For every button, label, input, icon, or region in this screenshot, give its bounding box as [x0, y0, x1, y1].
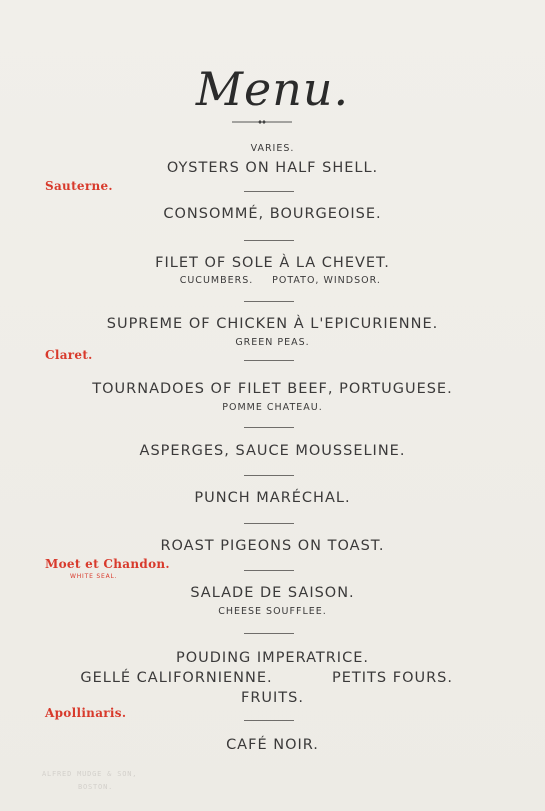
course-divider [244, 360, 294, 361]
course-divider [244, 301, 294, 302]
wine-pairing: Apollinaris. [45, 706, 127, 720]
course-dish: OYSTERS ON HALF SHELL. [166, 160, 379, 176]
course-dish: CAFÉ NOIR. [226, 737, 319, 753]
course-note: CHEESE SOUFFLEE. [218, 606, 327, 617]
menu-title: Menu. [195, 62, 350, 116]
course-divider [244, 191, 294, 192]
course-note: POMME CHATEAU. [222, 402, 323, 413]
course-dish: FRUITS. [241, 690, 304, 706]
course-dish: CONSOMMÉ, BOURGEOISE. [163, 206, 382, 222]
course-divider [244, 240, 294, 241]
course-dish: ROAST PIGEONS ON TOAST. [160, 538, 385, 554]
ornament-divider-icon [232, 118, 292, 126]
course-note: VARIES. [250, 143, 295, 154]
course-divider [244, 475, 294, 476]
printer-imprint: BOSTON. [78, 783, 114, 791]
course-dish: SUPREME OF CHICKEN À L'EPICURIENNE. [106, 316, 439, 332]
course-divider [244, 720, 294, 721]
course-dish: TOURNADOES OF FILET BEEF, PORTUGUESE. [92, 381, 453, 397]
wine-pairing: Sauterne. [45, 179, 113, 193]
course-dish: FILET OF SOLE À LA CHEVET. [155, 255, 390, 271]
course-divider [244, 427, 294, 428]
course-dish: PETITS FOURS. [332, 670, 453, 686]
course-note: CUCUMBERS. [179, 275, 254, 286]
course-dish: SALADE DE SAISON. [190, 585, 355, 601]
course-divider [244, 633, 294, 634]
course-note: POTATO, WINDSOR. [272, 275, 381, 286]
wine-pairing: Claret. [45, 348, 93, 362]
course-dish: GELLÉ CALIFORNIENNE. [80, 670, 273, 686]
wine-pairing-note: WHITE SEAL. [70, 573, 118, 580]
course-dish: ASPERGES, SAUCE MOUSSELINE. [139, 443, 406, 459]
course-dish: PUNCH MARÉCHAL. [194, 490, 351, 506]
course-note: GREEN PEAS. [235, 337, 310, 348]
printer-imprint: ALFRED MUDGE & SON, [42, 770, 138, 778]
course-divider [244, 523, 294, 524]
course-dish: POUDING IMPERATRICE. [176, 650, 369, 666]
wine-pairing: Moet et Chandon. [45, 557, 170, 571]
course-divider [244, 570, 294, 571]
